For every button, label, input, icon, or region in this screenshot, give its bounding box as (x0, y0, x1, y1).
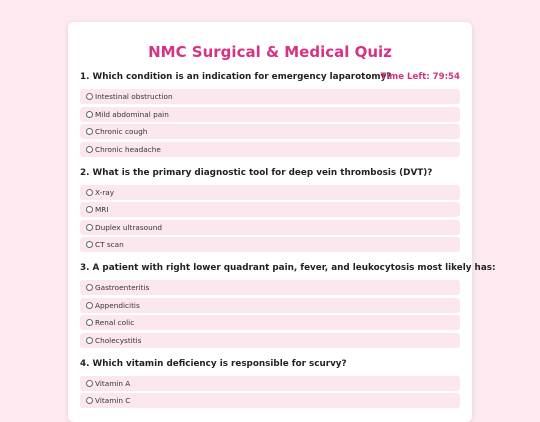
option-item[interactable] (80, 220, 460, 235)
option-label: Intestinal obstruction (95, 92, 173, 101)
option-item[interactable] (80, 185, 460, 200)
option-label: Appendicitis (95, 300, 140, 310)
options-list (80, 89, 460, 157)
radio-button[interactable] (86, 189, 93, 196)
option-item[interactable] (80, 202, 460, 217)
option-item[interactable] (80, 280, 460, 295)
question-row (80, 69, 460, 85)
radio-button[interactable] (86, 93, 93, 100)
option-label: X-ray (95, 187, 115, 197)
question-text: 3. A patient with right lower quadrant pain, fever, and leukocytosis most likely has: (80, 263, 496, 273)
option-label: Gastroenteritis (95, 283, 150, 292)
option-item[interactable] (80, 393, 460, 408)
question-row (80, 356, 460, 372)
option-label: Chronic cough (95, 127, 148, 136)
question-row (80, 260, 496, 276)
option-item[interactable] (80, 315, 460, 330)
radio-button[interactable] (86, 337, 93, 344)
question-row (80, 165, 460, 181)
option-item[interactable] (80, 376, 460, 391)
option-item[interactable] (80, 142, 460, 157)
option-label: MRI (95, 205, 109, 214)
option-item[interactable] (80, 237, 460, 252)
option-item[interactable] (80, 107, 460, 122)
timer: Time Left: 79:54 (380, 72, 460, 82)
option-label: Vitamin C (95, 396, 131, 405)
quiz-title: NMC Surgical & Medical Quiz (148, 43, 392, 61)
options-list (80, 280, 460, 348)
radio-button[interactable] (86, 319, 93, 326)
option-label: Cholecystitis (95, 335, 142, 345)
question-text: 1. Which condition is an indication for emergency laparotomy? (80, 72, 392, 82)
radio-button[interactable] (86, 111, 93, 118)
radio-button[interactable] (86, 146, 93, 153)
option-label: CT scan (95, 240, 124, 249)
options-list (80, 376, 460, 409)
option-label: Vitamin A (95, 378, 131, 388)
question-text: 4. Which vitamin deficiency is responsible for scurvy? (80, 358, 347, 369)
radio-button[interactable] (86, 397, 93, 404)
option-item[interactable] (80, 333, 460, 348)
question-text: 2. What is the primary diagnostic tool for deep vein thrombosis (DVT)? (80, 167, 433, 178)
radio-button[interactable] (86, 241, 93, 248)
radio-button[interactable] (86, 224, 93, 231)
quiz-card (68, 22, 496, 422)
option-item[interactable] (80, 89, 460, 104)
option-label: Mild abdominal pain (95, 109, 169, 119)
option-label: Duplex ultrasound (95, 222, 163, 232)
options-list (80, 185, 460, 253)
radio-button[interactable] (86, 380, 93, 387)
option-item[interactable] (80, 124, 460, 139)
option-label: Renal colic (95, 318, 135, 327)
radio-button[interactable] (86, 128, 93, 135)
radio-button[interactable] (86, 206, 93, 213)
radio-button[interactable] (86, 302, 93, 309)
radio-button[interactable] (86, 284, 93, 291)
option-item[interactable] (80, 298, 460, 313)
option-label: Chronic headache (95, 144, 161, 154)
